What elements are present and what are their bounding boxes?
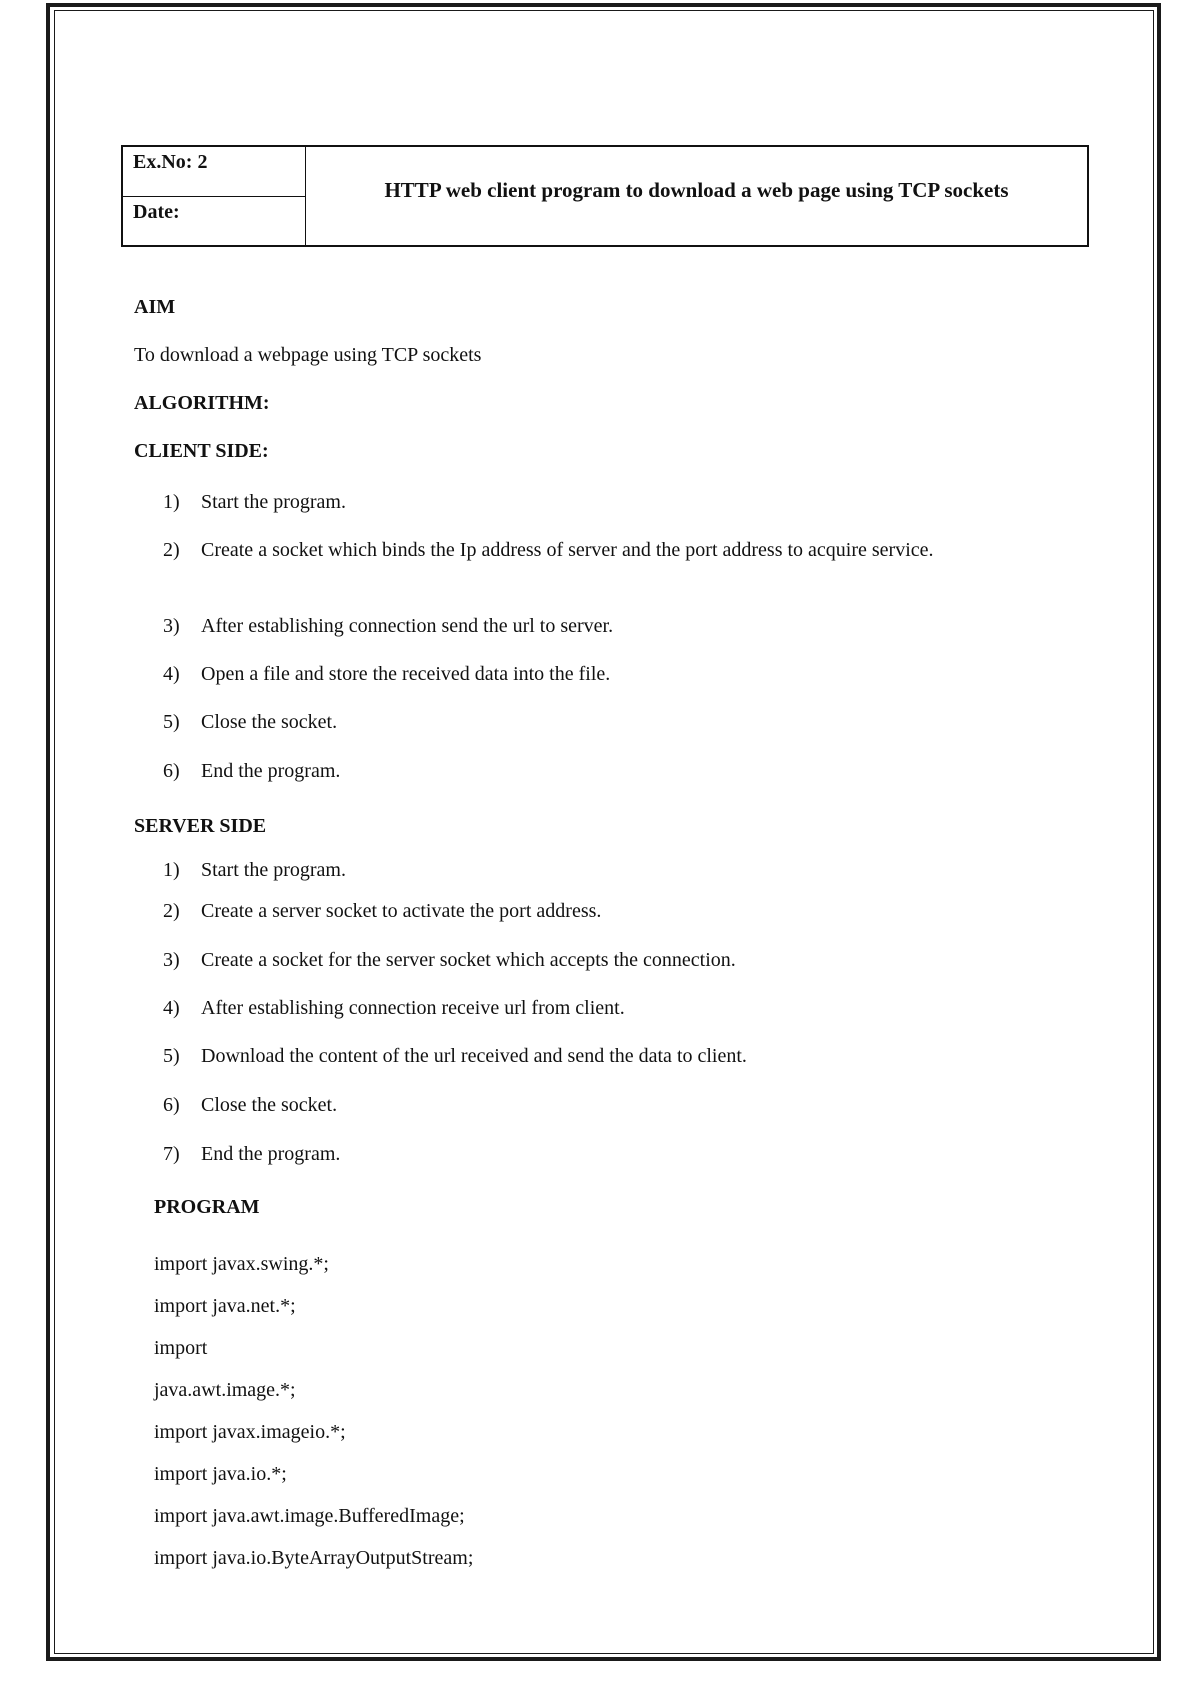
code-line: import javax.imageio.*; bbox=[154, 1421, 346, 1443]
step-text: Start the program. bbox=[201, 491, 346, 513]
server-step bbox=[163, 1042, 1043, 1070]
code-line: import java.net.*; bbox=[154, 1295, 296, 1317]
program-heading: PROGRAM bbox=[154, 1196, 260, 1218]
step-number: 2) bbox=[163, 539, 180, 561]
client-step bbox=[163, 488, 1043, 516]
step-number: 3) bbox=[163, 615, 180, 637]
server-step bbox=[163, 1091, 1043, 1119]
step-text: End the program. bbox=[201, 1143, 341, 1165]
code-line: import java.awt.image.BufferedImage; bbox=[154, 1505, 465, 1527]
client-step bbox=[163, 708, 1043, 736]
server-step bbox=[163, 897, 1043, 925]
client-step bbox=[163, 612, 1043, 640]
step-number: 3) bbox=[163, 949, 180, 971]
step-number: 5) bbox=[163, 711, 180, 733]
step-text: Close the socket. bbox=[201, 1094, 338, 1116]
aim-heading: AIM bbox=[134, 296, 176, 318]
code-line: import java.io.*; bbox=[154, 1463, 287, 1485]
step-text: Create a socket which binds the Ip address of server and the port address to acquire service. bbox=[201, 539, 934, 561]
client-step bbox=[163, 757, 1043, 785]
code-line: java.awt.image.*; bbox=[154, 1379, 296, 1401]
step-number: 7) bbox=[163, 1143, 180, 1165]
exercise-number: Ex.No: 2 bbox=[123, 147, 305, 197]
step-text: Create a server socket to activate the port address. bbox=[201, 900, 602, 922]
client-step bbox=[163, 536, 1043, 564]
header-table bbox=[121, 145, 1089, 247]
step-number: 1) bbox=[163, 859, 180, 881]
step-number: 1) bbox=[163, 491, 180, 513]
step-text: Close the socket. bbox=[201, 711, 338, 733]
step-number: 5) bbox=[163, 1045, 180, 1067]
step-text: End the program. bbox=[201, 760, 341, 782]
step-number: 6) bbox=[163, 760, 180, 782]
server-step bbox=[163, 856, 1043, 884]
step-number: 4) bbox=[163, 997, 180, 1019]
server-step bbox=[163, 946, 1043, 974]
code-line: import bbox=[154, 1337, 208, 1359]
server-step bbox=[163, 994, 1043, 1022]
step-text: Create a socket for the server socket which accepts the connection. bbox=[201, 949, 736, 971]
server-side-heading: SERVER SIDE bbox=[134, 815, 267, 837]
code-line: import javax.swing.*; bbox=[154, 1253, 329, 1275]
step-text: Open a file and store the received data into the file. bbox=[201, 663, 611, 685]
client-side-heading: CLIENT SIDE: bbox=[134, 440, 269, 462]
step-number: 2) bbox=[163, 900, 180, 922]
step-text: After establishing connection send the url to server. bbox=[201, 615, 614, 637]
step-text: Download the content of the url received and send the data to client. bbox=[201, 1045, 747, 1067]
algorithm-heading: ALGORITHM: bbox=[134, 392, 270, 414]
step-text: After establishing connection receive url from client. bbox=[201, 997, 625, 1019]
code-line: import java.io.ByteArrayOutputStream; bbox=[154, 1547, 474, 1569]
step-number: 6) bbox=[163, 1094, 180, 1116]
aim-text: To download a webpage using TCP sockets bbox=[134, 344, 482, 366]
step-text: Start the program. bbox=[201, 859, 346, 881]
server-step bbox=[163, 1140, 1043, 1168]
exercise-date: Date: bbox=[133, 201, 180, 223]
exercise-title: HTTP web client program to download a web page using TCP sockets bbox=[384, 177, 1009, 202]
header-left-column bbox=[123, 147, 306, 245]
step-number: 4) bbox=[163, 663, 180, 685]
client-step bbox=[163, 660, 1043, 688]
